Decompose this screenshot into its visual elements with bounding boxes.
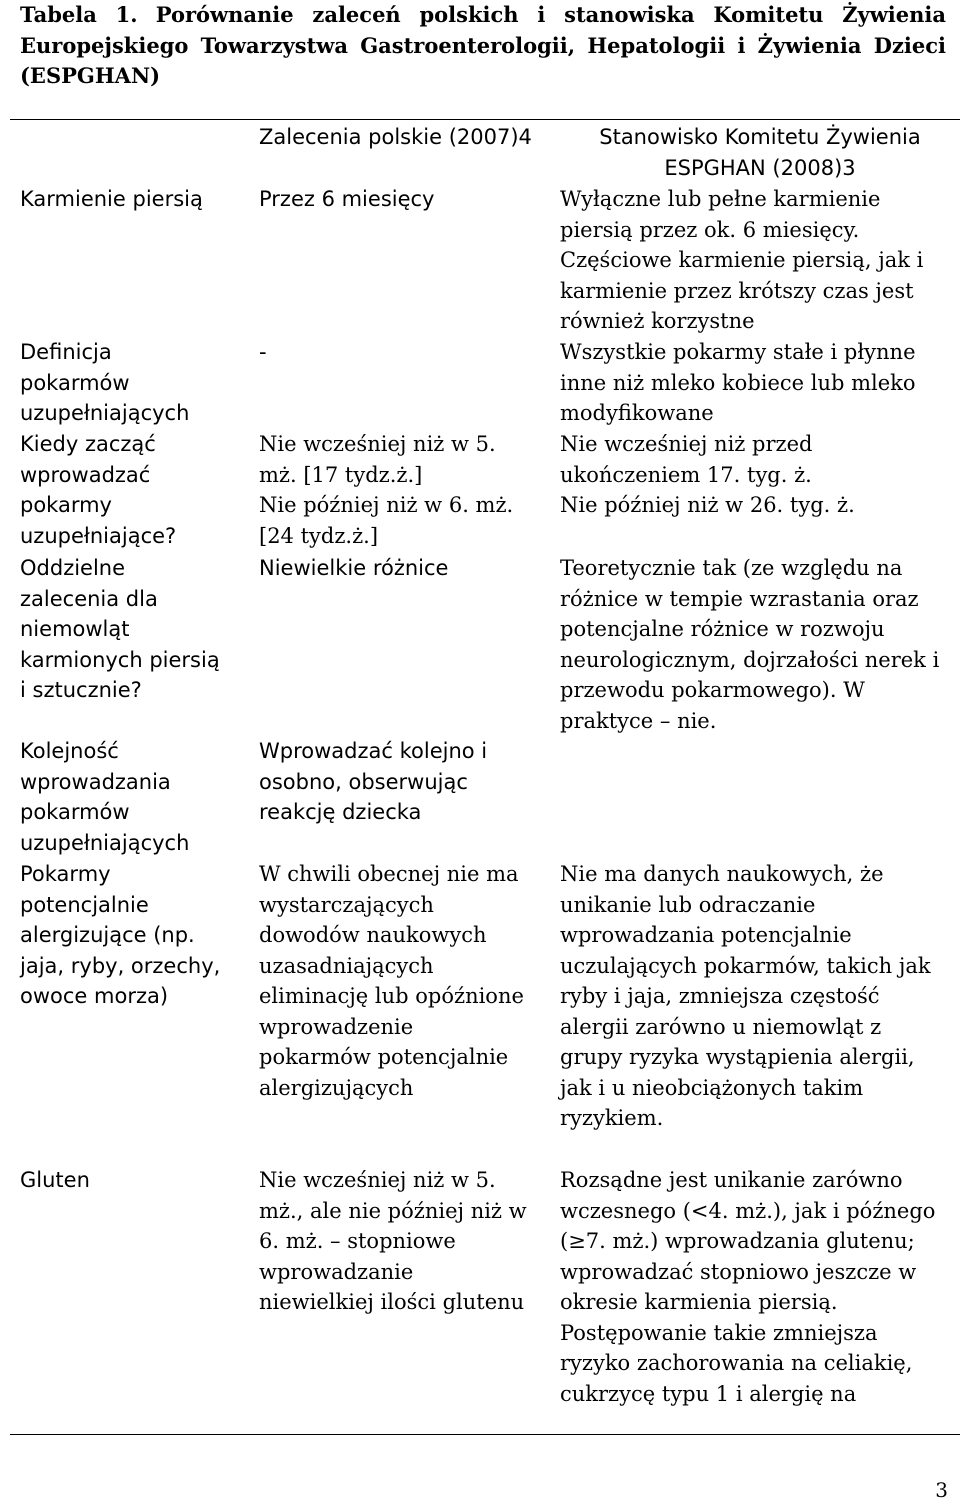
row-polish: Nie wcześniej niż w 5. mż., ale nie później niż w 6. mż. – stopniowe wprowadzanie niewielkiej ilości glutenu [259, 1168, 527, 1314]
table-bottom-rule [10, 1434, 960, 1435]
table-header-row [10, 122, 960, 184]
row-espghan [550, 736, 960, 859]
row-topic: Gluten [20, 1168, 90, 1192]
table-row [10, 1165, 960, 1425]
table-row [10, 736, 960, 859]
caption-title: Porównanie zaleceń polskich i stanowiska Komitetu Żywienia Europejskiego Towarzystwa Gastroenterologii, Hepatologii i Żywienia Dzieci (ESPGHAN) [20, 2, 946, 88]
table-row [10, 859, 960, 1165]
header-cell-espghan: Stanowisko Komitetu Żywienia ESPGHAN (2008)3 [599, 125, 921, 180]
header-cell-topic [10, 122, 249, 184]
row-polish: Nie wcześniej niż w 5. mż. [17 tydz.ż.] Nie później niż w 6. mż. [24 tydz.ż.] [259, 432, 514, 548]
table-row [10, 553, 960, 736]
table-row [10, 337, 960, 429]
caption-label: Tabela 1. [20, 2, 138, 27]
row-espghan: Nie ma danych naukowych, że unikanie lub odraczanie wprowadzania potencjalnie uczulających pokarmów, takich jak ryby i jaja, zmniejsza częstość alergii zarówno u niemowląt z grupy ryzyka wystąpienia alergii, jak i u nieobciążonych takim ryzykiem. [560, 862, 931, 1130]
row-topic: Karmienie piersią [20, 187, 203, 211]
row-topic: Definicja pokarmów uzupełniających [20, 340, 190, 425]
row-topic: Kiedy zacząć wprowadzać pokarmy uzupełniające? [20, 432, 177, 548]
table-row [10, 184, 960, 337]
row-espghan: Nie wcześniej niż przed ukończeniem 17. tyg. ż. Nie później niż w 26. tyg. ż. [560, 432, 855, 517]
row-topic: Oddzielne zalecenia dla niemowląt karmionych piersią i sztucznie? [20, 556, 220, 702]
row-polish: W chwili obecnej nie ma wystarczających dowodów naukowych uzasadniających eliminację lub opóźnione wprowadzenie pokarmów potencjalnie alergizujących [259, 862, 524, 1100]
row-espghan: Teoretycznie tak (ze względu na różnice w tempie wzrastania oraz potencjalne różnice w rozwoju neurologicznym, dojrzałości nerek i przewodu pokarmowego). W praktyce – nie. [560, 556, 940, 733]
row-topic: Kolejność wprowadzania pokarmów uzupełniających [20, 739, 190, 855]
row-topic: Pokarmy potencjalnie alergizujące (np. jaja, ryby, orzechy, owoce morza) [20, 862, 221, 1008]
row-polish: Niewielkie różnice [259, 556, 449, 580]
table-row [10, 429, 960, 553]
comparison-table [10, 122, 960, 1425]
row-espghan: Wyłączne lub pełne karmienie piersią przez ok. 6 miesięcy. Częściowe karmienie piersią, jak i karmienie przez krótszy czas jest również korzystne [560, 187, 924, 333]
header-cell-polish: Zalecenia polskie (2007)4 [259, 125, 532, 149]
row-polish: - [259, 340, 267, 364]
row-polish: Przez 6 miesięcy [259, 187, 435, 211]
page-number: 3 [935, 1478, 948, 1502]
row-espghan: Wszystkie pokarmy stałe i płynne inne niż mleko kobiece lub mleko modyfikowane [560, 340, 916, 425]
table-caption [20, 0, 946, 92]
table-top-rule [10, 119, 960, 120]
row-espghan: Rozsądne jest unikanie zarówno wczesnego (<4. mż.), jak i późnego (≥7. mż.) wprowadzania glutenu; wprowadzać stopniowo jeszcze w okresie karmienia piersią. Postępowanie takie zmniejsza ryzyko zachorowania na celiakię, cukrzycę typu 1 i alergię na [560, 1168, 936, 1406]
row-polish: Wprowadzać kolejno i osobno, obserwując reakcję dziecka [259, 739, 488, 824]
